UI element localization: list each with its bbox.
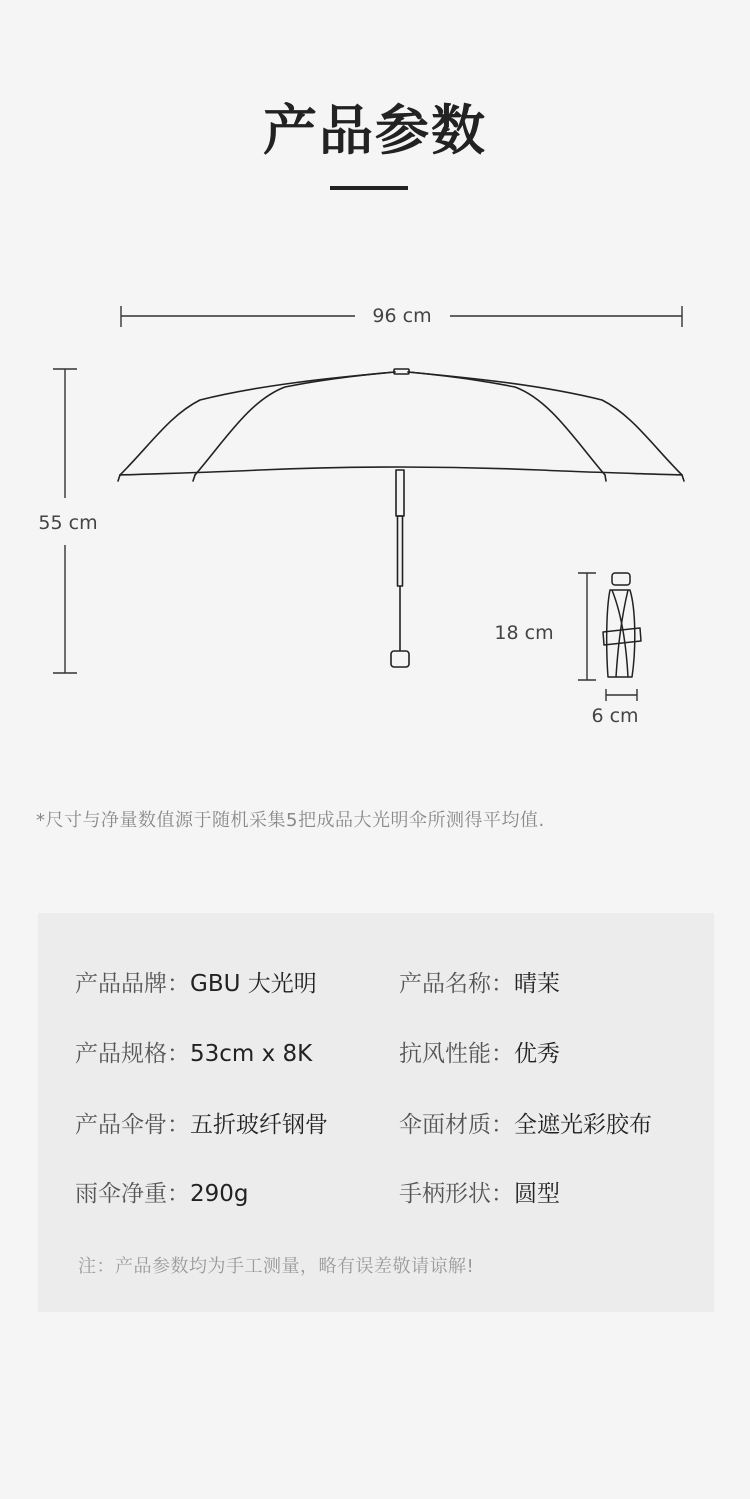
spec-value: 圆型 bbox=[514, 1181, 560, 1207]
folded-width-label: 6 cm bbox=[591, 705, 639, 727]
spec-key: 雨伞净重： bbox=[75, 1181, 190, 1207]
folded-length-label: 18 cm bbox=[494, 622, 554, 644]
spec-handle-shape bbox=[399, 1175, 560, 1208]
spec-key: 手柄形状： bbox=[399, 1181, 514, 1207]
spec-value: 53cm x 8K bbox=[190, 1041, 313, 1067]
spec-value: 晴茉 bbox=[514, 971, 560, 997]
spec-key: 伞面材质： bbox=[399, 1112, 514, 1138]
spec-wind-resistance bbox=[399, 1035, 560, 1068]
height-label: 55 cm bbox=[38, 512, 98, 534]
spec-value: 全遮光彩胶布 bbox=[514, 1112, 652, 1138]
folded-length-dimension bbox=[578, 573, 596, 680]
spec-key: 抗风性能： bbox=[399, 1041, 514, 1067]
spec-card bbox=[38, 913, 714, 1312]
width-label: 96 cm bbox=[372, 305, 432, 327]
spec-frame bbox=[75, 1106, 328, 1139]
spec-key: 产品规格： bbox=[75, 1041, 190, 1067]
spec-value: 290g bbox=[190, 1181, 249, 1207]
spec-value: 五折玻纤钢骨 bbox=[190, 1112, 328, 1138]
spec-value: GBU 大光明 bbox=[190, 971, 317, 997]
umbrella-dimension-diagram bbox=[0, 290, 750, 740]
title-underline bbox=[330, 186, 408, 190]
spec-weight bbox=[75, 1175, 249, 1208]
folded-umbrella-drawing bbox=[603, 573, 641, 677]
spec-key: 产品伞骨： bbox=[75, 1112, 190, 1138]
spec-brand bbox=[75, 965, 317, 998]
folded-width-dimension bbox=[606, 689, 637, 701]
spec-key: 产品品牌： bbox=[75, 971, 190, 997]
spec-value: 优秀 bbox=[514, 1041, 560, 1067]
spec-name bbox=[399, 965, 560, 998]
measurement-disclaimer: *尺寸与净量数值源于随机采集5把成品大光明伞所测得平均值. bbox=[36, 810, 545, 831]
spec-footnote: 注：产品参数均为手工测量，略有误差敬请谅解! bbox=[78, 1256, 475, 1277]
spec-key: 产品名称： bbox=[399, 971, 514, 997]
open-umbrella-drawing bbox=[118, 369, 684, 667]
page-title: 产品参数 bbox=[263, 99, 487, 162]
spec-canopy-material bbox=[399, 1106, 652, 1139]
spec-size bbox=[75, 1035, 312, 1068]
